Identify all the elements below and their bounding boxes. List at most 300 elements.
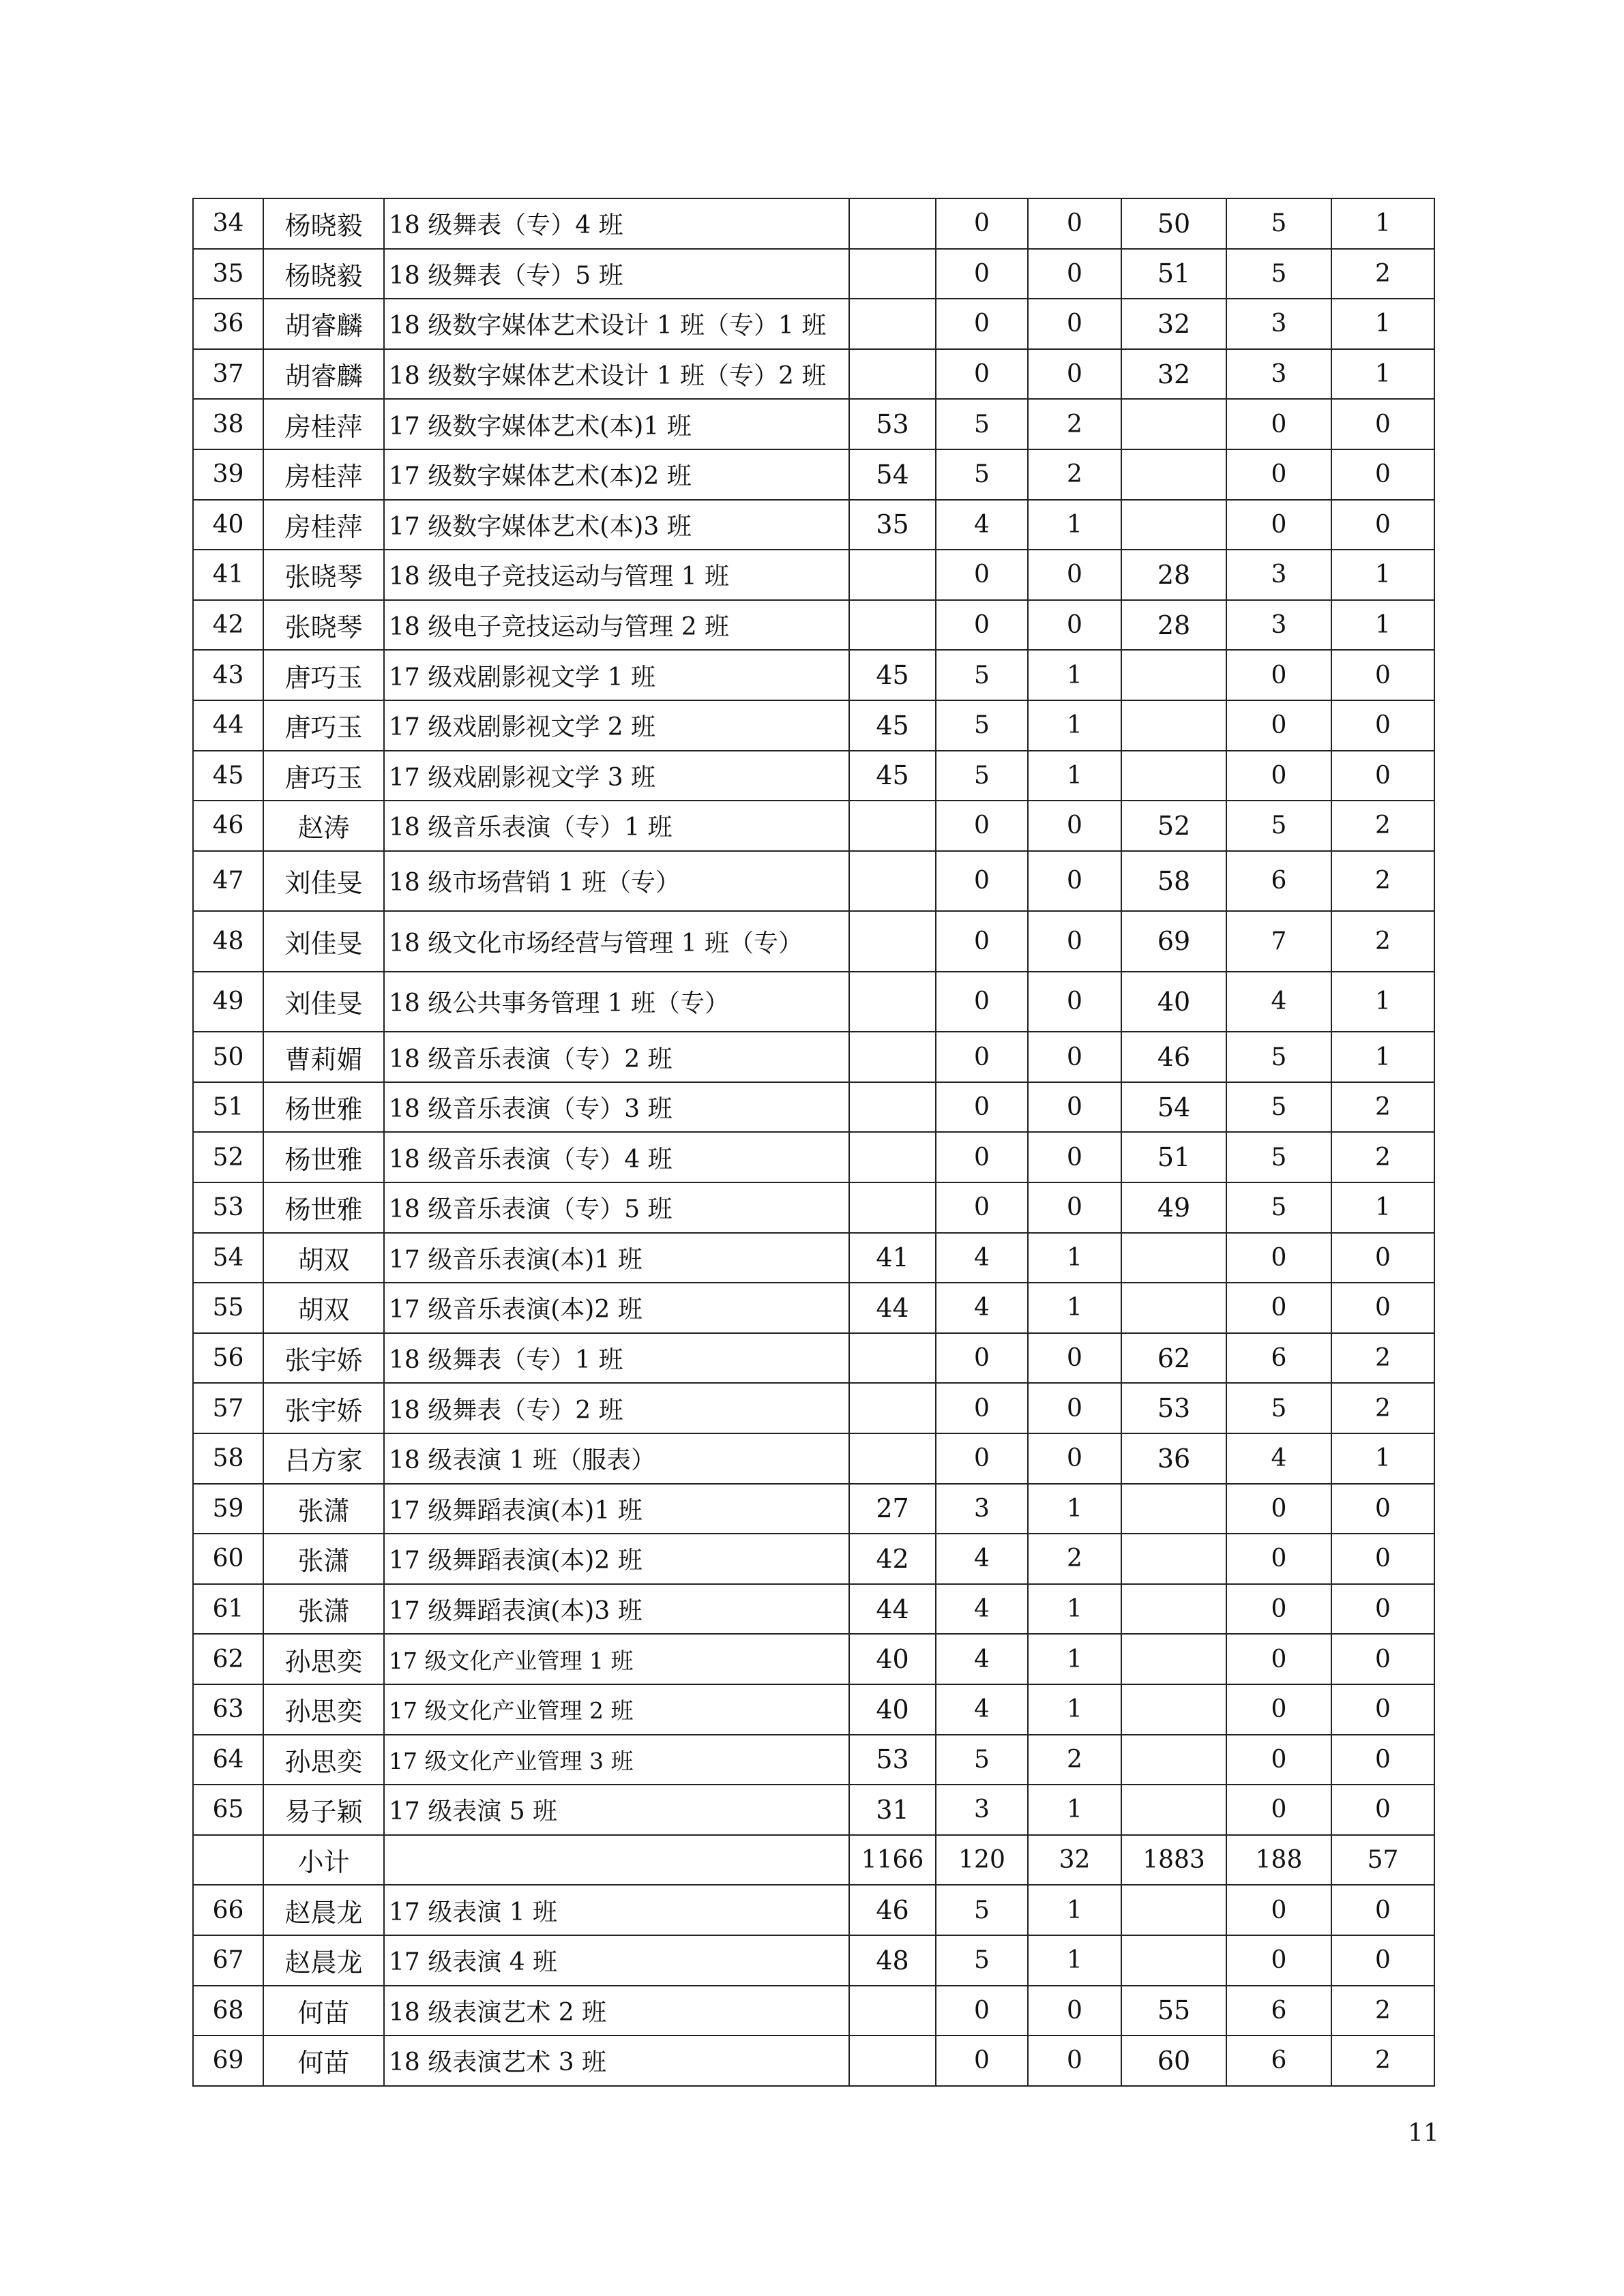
count-col-5: 0 <box>936 1333 1028 1384</box>
teacher-name: 赵涛 <box>263 801 384 851</box>
count-col-7 <box>1121 1885 1226 1935</box>
page-number: 11 <box>1408 2119 1439 2147</box>
count-col-4: 53 <box>849 1735 936 1785</box>
count-col-9: 0 <box>1331 500 1434 550</box>
table-row <box>193 1032 1434 1082</box>
class-name: 18 级数字媒体艺术设计 1 班（专）1 班 <box>384 299 849 349</box>
count-col-5: 5 <box>936 1935 1028 1986</box>
count-col-6: 1 <box>1028 500 1121 550</box>
class-name: 17 级舞蹈表演(本)2 班 <box>384 1534 849 1584</box>
count-col-5: 5 <box>936 751 1028 801</box>
count-col-7: 58 <box>1121 851 1226 912</box>
count-col-9: 0 <box>1331 449 1434 500</box>
teacher-name: 刘佳旻 <box>263 972 384 1032</box>
count-col-9: 0 <box>1331 1283 1434 1333</box>
row-number: 50 <box>193 1032 263 1082</box>
count-col-9: 2 <box>1331 1132 1434 1182</box>
count-col-8: 3 <box>1226 299 1331 349</box>
row-number: 61 <box>193 1584 263 1635</box>
class-name: 17 级戏剧影视文学 3 班 <box>384 751 849 801</box>
count-col-6: 0 <box>1028 198 1121 249</box>
count-col-7 <box>1121 1684 1226 1735</box>
row-number: 69 <box>193 2036 263 2086</box>
class-name: 18 级舞表（专）5 班 <box>384 249 849 299</box>
teacher-name: 杨晓毅 <box>263 249 384 299</box>
count-col-8: 0 <box>1226 1484 1331 1534</box>
count-col-4 <box>849 249 936 299</box>
count-col-6: 1 <box>1028 700 1121 751</box>
count-col-6: 0 <box>1028 1383 1121 1433</box>
class-name: 17 级文化产业管理 2 班 <box>384 1684 849 1735</box>
class-name: 17 级戏剧影视文学 2 班 <box>384 700 849 751</box>
count-col-8: 0 <box>1226 1885 1331 1935</box>
teacher-name: 刘佳旻 <box>263 851 384 912</box>
teacher-name: 赵晨龙 <box>263 1935 384 1986</box>
row-number: 60 <box>193 1534 263 1584</box>
count-col-7 <box>1121 1484 1226 1534</box>
row-number: 34 <box>193 198 263 249</box>
class-name: 18 级舞表（专）2 班 <box>384 1383 849 1433</box>
count-col-7: 60 <box>1121 2036 1226 2086</box>
row-number: 48 <box>193 911 263 972</box>
teacher-name: 赵晨龙 <box>263 1885 384 1935</box>
count-col-4: 44 <box>849 1283 936 1333</box>
count-col-5: 5 <box>936 650 1028 700</box>
table-row <box>193 650 1434 700</box>
teacher-name: 张潇 <box>263 1484 384 1534</box>
row-number: 39 <box>193 449 263 500</box>
count-col-9: 0 <box>1331 1634 1434 1684</box>
count-col-9: 0 <box>1331 399 1434 449</box>
count-col-8: 4 <box>1226 972 1331 1032</box>
table-row <box>193 911 1434 972</box>
count-col-5: 0 <box>936 349 1028 400</box>
table-row <box>193 851 1434 912</box>
class-name: 18 级表演艺术 3 班 <box>384 2036 849 2086</box>
count-col-9: 1 <box>1331 1032 1434 1082</box>
count-col-9: 2 <box>1331 1383 1434 1433</box>
count-col-6: 1 <box>1028 1233 1121 1283</box>
class-name: 17 级舞蹈表演(本)3 班 <box>384 1584 849 1635</box>
count-col-6: 0 <box>1028 550 1121 600</box>
count-col-9: 0 <box>1331 1735 1434 1785</box>
count-col-9: 1 <box>1331 600 1434 651</box>
count-col-8: 0 <box>1226 1534 1331 1584</box>
count-col-7 <box>1121 650 1226 700</box>
count-col-6: 0 <box>1028 1182 1121 1233</box>
count-col-8: 6 <box>1226 1986 1331 2036</box>
table-row <box>193 299 1434 349</box>
count-col-6: 0 <box>1028 1433 1121 1484</box>
count-col-6: 1 <box>1028 1584 1121 1635</box>
count-col-4 <box>849 349 936 400</box>
table-row <box>193 1182 1434 1233</box>
count-col-4: 45 <box>849 650 936 700</box>
class-name: 17 级音乐表演(本)1 班 <box>384 1233 849 1283</box>
count-col-7 <box>1121 500 1226 550</box>
teacher-name: 张晓琴 <box>263 550 384 600</box>
count-col-8: 5 <box>1226 1132 1331 1182</box>
count-col-5: 0 <box>936 1082 1028 1133</box>
count-col-5: 5 <box>936 399 1028 449</box>
teacher-name: 胡双 <box>263 1283 384 1333</box>
count-col-8: 5 <box>1226 1182 1331 1233</box>
class-name: 17 级表演 4 班 <box>384 1935 849 1986</box>
count-col-4 <box>849 550 936 600</box>
row-number: 38 <box>193 399 263 449</box>
count-col-5: 4 <box>936 1584 1028 1635</box>
count-col-7: 28 <box>1121 600 1226 651</box>
teacher-name: 胡双 <box>263 1233 384 1283</box>
row-number: 49 <box>193 972 263 1032</box>
count-col-9: 0 <box>1331 1584 1434 1635</box>
count-col-5: 4 <box>936 1684 1028 1735</box>
count-col-8: 0 <box>1226 399 1331 449</box>
class-name: 18 级音乐表演（专）5 班 <box>384 1182 849 1233</box>
teacher-name: 何苗 <box>263 2036 384 2086</box>
count-col-8: 0 <box>1226 1233 1331 1283</box>
count-col-4 <box>849 299 936 349</box>
count-col-6: 1 <box>1028 1283 1121 1333</box>
count-col-7 <box>1121 1735 1226 1785</box>
class-name: 17 级数字媒体艺术(本)3 班 <box>384 500 849 550</box>
table-row <box>193 1484 1434 1534</box>
class-name: 17 级音乐表演(本)2 班 <box>384 1283 849 1333</box>
teacher-name: 房桂萍 <box>263 399 384 449</box>
table-row <box>193 1684 1434 1735</box>
table-row <box>193 349 1434 400</box>
teacher-name: 易子颖 <box>263 1785 384 1835</box>
class-name: 18 级数字媒体艺术设计 1 班（专）2 班 <box>384 349 849 400</box>
count-col-5: 0 <box>936 972 1028 1032</box>
count-col-8: 5 <box>1226 801 1331 851</box>
count-col-9: 0 <box>1331 650 1434 700</box>
count-col-5: 5 <box>936 449 1028 500</box>
count-col-6: 0 <box>1028 299 1121 349</box>
count-col-6: 0 <box>1028 911 1121 972</box>
count-col-9: 0 <box>1331 1484 1434 1534</box>
teacher-name: 小计 <box>263 1835 384 1885</box>
count-col-5: 0 <box>936 198 1028 249</box>
count-col-4 <box>849 198 936 249</box>
count-col-6: 1 <box>1028 1484 1121 1534</box>
count-col-4 <box>849 600 936 651</box>
row-number: 43 <box>193 650 263 700</box>
teacher-name: 张宇娇 <box>263 1333 384 1384</box>
row-number: 44 <box>193 700 263 751</box>
class-name: 18 级表演 1 班（服表） <box>384 1433 849 1484</box>
row-number: 58 <box>193 1433 263 1484</box>
count-col-7: 62 <box>1121 1333 1226 1384</box>
count-col-8: 0 <box>1226 1634 1331 1684</box>
count-col-4: 41 <box>849 1233 936 1283</box>
row-number: 47 <box>193 851 263 912</box>
count-col-6: 0 <box>1028 2036 1121 2086</box>
count-col-4: 54 <box>849 449 936 500</box>
count-col-5: 5 <box>936 1885 1028 1935</box>
count-col-4: 48 <box>849 1935 936 1986</box>
teacher-name: 杨世雅 <box>263 1132 384 1182</box>
count-col-6: 2 <box>1028 1534 1121 1584</box>
count-col-4: 42 <box>849 1534 936 1584</box>
count-col-7: 46 <box>1121 1032 1226 1082</box>
count-col-4: 45 <box>849 700 936 751</box>
class-name: 18 级音乐表演（专）3 班 <box>384 1082 849 1133</box>
count-col-4 <box>849 972 936 1032</box>
count-col-5: 4 <box>936 1534 1028 1584</box>
table-row <box>193 972 1434 1032</box>
count-col-7: 49 <box>1121 1182 1226 1233</box>
count-col-5: 0 <box>936 851 1028 912</box>
count-col-4 <box>849 1132 936 1182</box>
count-col-7 <box>1121 449 1226 500</box>
count-col-7 <box>1121 700 1226 751</box>
count-col-4: 1166 <box>849 1835 936 1885</box>
count-col-5: 0 <box>936 1032 1028 1082</box>
count-col-8: 0 <box>1226 650 1331 700</box>
count-col-7 <box>1121 1935 1226 1986</box>
count-col-9: 0 <box>1331 700 1434 751</box>
class-name: 17 级表演 5 班 <box>384 1785 849 1835</box>
count-col-9: 2 <box>1331 1986 1434 2036</box>
count-col-9: 0 <box>1331 751 1434 801</box>
count-col-7 <box>1121 1785 1226 1835</box>
count-col-8: 0 <box>1226 500 1331 550</box>
teacher-name: 张潇 <box>263 1584 384 1635</box>
table-row <box>193 1333 1434 1384</box>
class-name: 18 级舞表（专）1 班 <box>384 1333 849 1384</box>
count-col-6: 0 <box>1028 1132 1121 1182</box>
table-row <box>193 751 1434 801</box>
count-col-5: 0 <box>936 801 1028 851</box>
count-col-8: 0 <box>1226 449 1331 500</box>
count-col-5: 0 <box>936 1132 1028 1182</box>
teacher-name: 孙思奕 <box>263 1684 384 1735</box>
teacher-name: 张宇娇 <box>263 1383 384 1433</box>
count-col-7 <box>1121 1233 1226 1283</box>
table-row <box>193 1433 1434 1484</box>
count-col-7 <box>1121 751 1226 801</box>
teacher-name: 张潇 <box>263 1534 384 1584</box>
count-col-6: 0 <box>1028 972 1121 1032</box>
count-col-9: 1 <box>1331 198 1434 249</box>
row-number: 54 <box>193 1233 263 1283</box>
count-col-5: 3 <box>936 1785 1028 1835</box>
count-col-9: 0 <box>1331 1233 1434 1283</box>
row-number: 53 <box>193 1182 263 1233</box>
count-col-8: 0 <box>1226 1785 1331 1835</box>
row-number: 52 <box>193 1132 263 1182</box>
count-col-6: 1 <box>1028 1785 1121 1835</box>
teacher-name: 唐巧玉 <box>263 700 384 751</box>
count-col-7 <box>1121 1584 1226 1635</box>
class-name: 18 级音乐表演（专）1 班 <box>384 801 849 851</box>
row-number: 37 <box>193 349 263 400</box>
class-name: 18 级表演艺术 2 班 <box>384 1986 849 2036</box>
row-number: 36 <box>193 299 263 349</box>
count-col-9: 2 <box>1331 1333 1434 1384</box>
table-row <box>193 500 1434 550</box>
count-col-6: 1 <box>1028 1935 1121 1986</box>
table-row <box>193 198 1434 249</box>
count-col-7 <box>1121 1283 1226 1333</box>
count-col-4: 35 <box>849 500 936 550</box>
row-number: 68 <box>193 1986 263 2036</box>
class-statistics-table <box>192 198 1435 2087</box>
count-col-8: 5 <box>1226 1032 1331 1082</box>
table-row <box>193 249 1434 299</box>
count-col-8: 0 <box>1226 700 1331 751</box>
count-col-5: 5 <box>936 1735 1028 1785</box>
count-col-5: 4 <box>936 1283 1028 1333</box>
row-number: 66 <box>193 1885 263 1935</box>
count-col-4 <box>849 1383 936 1433</box>
count-col-4 <box>849 1082 936 1133</box>
table-row <box>193 801 1434 851</box>
table-row <box>193 1082 1434 1133</box>
class-name: 17 级文化产业管理 3 班 <box>384 1735 849 1785</box>
count-col-6: 0 <box>1028 1333 1121 1384</box>
class-name: 17 级表演 1 班 <box>384 1885 849 1935</box>
count-col-8: 5 <box>1226 198 1331 249</box>
count-col-8: 6 <box>1226 2036 1331 2086</box>
count-col-6: 0 <box>1028 1986 1121 2036</box>
table-row <box>193 399 1434 449</box>
count-col-6: 1 <box>1028 1885 1121 1935</box>
count-col-6: 0 <box>1028 1032 1121 1082</box>
count-col-9: 2 <box>1331 1082 1434 1133</box>
count-col-5: 0 <box>936 550 1028 600</box>
count-col-9: 2 <box>1331 801 1434 851</box>
teacher-name: 杨世雅 <box>263 1082 384 1133</box>
class-name: 18 级音乐表演（专）4 班 <box>384 1132 849 1182</box>
count-col-4 <box>849 1433 936 1484</box>
count-col-7: 36 <box>1121 1433 1226 1484</box>
count-col-7: 32 <box>1121 349 1226 400</box>
row-number: 56 <box>193 1333 263 1384</box>
row-number: 57 <box>193 1383 263 1433</box>
count-col-6: 1 <box>1028 751 1121 801</box>
count-col-5: 3 <box>936 1484 1028 1534</box>
count-col-8: 6 <box>1226 851 1331 912</box>
count-col-7: 32 <box>1121 299 1226 349</box>
count-col-4 <box>849 801 936 851</box>
count-col-5: 120 <box>936 1835 1028 1885</box>
count-col-5: 0 <box>936 1986 1028 2036</box>
table-row <box>193 700 1434 751</box>
table-row <box>193 1584 1434 1635</box>
count-col-4: 46 <box>849 1885 936 1935</box>
count-col-9: 0 <box>1331 1785 1434 1835</box>
count-col-6: 0 <box>1028 1082 1121 1133</box>
count-col-4 <box>849 1333 936 1384</box>
teacher-name: 孙思奕 <box>263 1634 384 1684</box>
count-col-8: 0 <box>1226 1283 1331 1333</box>
table-row <box>193 600 1434 651</box>
table-row <box>193 1735 1434 1785</box>
count-col-6: 0 <box>1028 249 1121 299</box>
count-col-4 <box>849 1182 936 1233</box>
count-col-7: 52 <box>1121 801 1226 851</box>
count-col-4 <box>849 911 936 972</box>
count-col-8: 3 <box>1226 550 1331 600</box>
count-col-5: 0 <box>936 1433 1028 1484</box>
count-col-4: 45 <box>849 751 936 801</box>
count-col-6: 1 <box>1028 650 1121 700</box>
table-row <box>193 449 1434 500</box>
table-row <box>193 2036 1434 2086</box>
count-col-7: 1883 <box>1121 1835 1226 1885</box>
count-col-8: 3 <box>1226 600 1331 651</box>
row-number: 64 <box>193 1735 263 1785</box>
table-body <box>193 198 1434 2086</box>
teacher-name: 刘佳旻 <box>263 911 384 972</box>
row-number: 65 <box>193 1785 263 1835</box>
count-col-4: 44 <box>849 1584 936 1635</box>
count-col-9: 2 <box>1331 2036 1434 2086</box>
row-number: 42 <box>193 600 263 651</box>
count-col-8: 3 <box>1226 349 1331 400</box>
table-row <box>193 1785 1434 1835</box>
count-col-5: 0 <box>936 299 1028 349</box>
table-row <box>193 1233 1434 1283</box>
row-number: 59 <box>193 1484 263 1534</box>
count-col-7: 69 <box>1121 911 1226 972</box>
teacher-name: 曹莉媚 <box>263 1032 384 1082</box>
count-col-7: 53 <box>1121 1383 1226 1433</box>
class-name: 17 级戏剧影视文学 1 班 <box>384 650 849 700</box>
table-row <box>193 550 1434 600</box>
count-col-6: 2 <box>1028 399 1121 449</box>
count-col-6: 32 <box>1028 1835 1121 1885</box>
count-col-9: 1 <box>1331 972 1434 1032</box>
row-number: 45 <box>193 751 263 801</box>
subtotal-row <box>193 1835 1434 1885</box>
count-col-5: 0 <box>936 1383 1028 1433</box>
row-number <box>193 1835 263 1885</box>
row-number: 67 <box>193 1935 263 1986</box>
table-row <box>193 1634 1434 1684</box>
table-row <box>193 1885 1434 1935</box>
count-col-5: 4 <box>936 1634 1028 1684</box>
class-name: 18 级电子竞技运动与管理 1 班 <box>384 550 849 600</box>
count-col-9: 0 <box>1331 1935 1434 1986</box>
row-number: 40 <box>193 500 263 550</box>
row-number: 62 <box>193 1634 263 1684</box>
count-col-4 <box>849 2036 936 2086</box>
count-col-9: 1 <box>1331 299 1434 349</box>
count-col-4: 40 <box>849 1634 936 1684</box>
count-col-8: 5 <box>1226 1383 1331 1433</box>
count-col-9: 2 <box>1331 249 1434 299</box>
count-col-4 <box>849 851 936 912</box>
count-col-8: 7 <box>1226 911 1331 972</box>
count-col-5: 0 <box>936 600 1028 651</box>
row-number: 35 <box>193 249 263 299</box>
count-col-6: 0 <box>1028 349 1121 400</box>
class-name: 18 级电子竞技运动与管理 2 班 <box>384 600 849 651</box>
count-col-9: 2 <box>1331 911 1434 972</box>
count-col-6: 1 <box>1028 1684 1121 1735</box>
table-row <box>193 1283 1434 1333</box>
teacher-name: 胡睿麟 <box>263 299 384 349</box>
count-col-8: 0 <box>1226 1684 1331 1735</box>
class-name: 18 级文化市场经营与管理 1 班（专） <box>384 911 849 972</box>
table-row <box>193 1534 1434 1584</box>
count-col-6: 2 <box>1028 449 1121 500</box>
class-name: 17 级文化产业管理 1 班 <box>384 1634 849 1684</box>
row-number: 46 <box>193 801 263 851</box>
